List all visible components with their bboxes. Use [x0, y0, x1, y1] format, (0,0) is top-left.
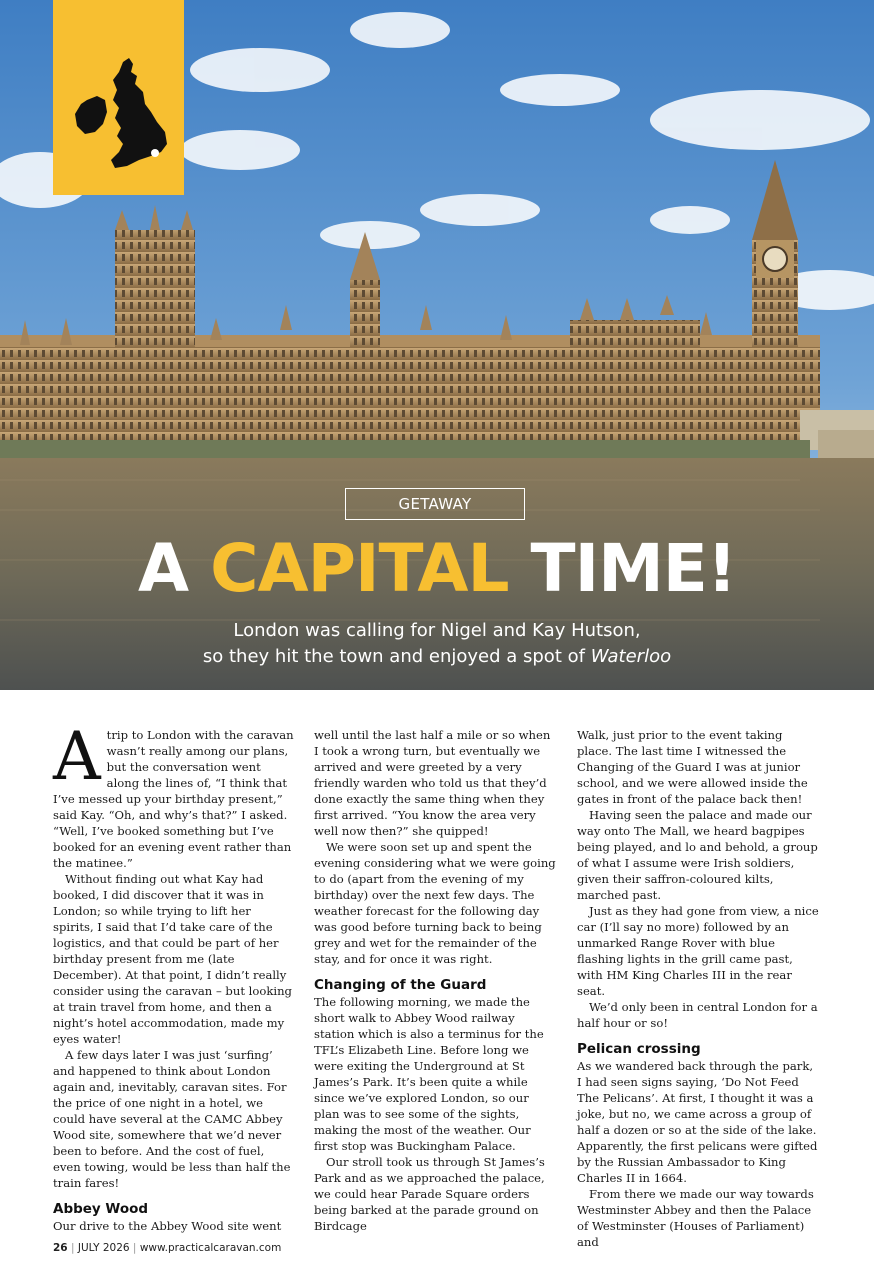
standfirst: [0, 618, 874, 670]
page-footer: [53, 1242, 281, 1254]
standfirst-line-2: [0, 644, 874, 670]
body-paragraph: [314, 839, 556, 967]
uk-map-icon: [53, 0, 184, 195]
paragraph-text: We were soon set up and spent the evening considering what we were going to do (apart from the evening of my birthday) over the next few days. The weather forecast for the following day was good before turning back to being grey and wet for the remainder of the stay, and for once it was right.: [314, 840, 556, 966]
headline: [0, 524, 874, 614]
article-column-1: [53, 718, 295, 1234]
standfirst-line-2-text: so they hit the town and enjoyed a spot of: [202, 646, 585, 667]
paragraph-text: Our drive to the Abbey Wood site went: [53, 1219, 282, 1233]
body-paragraph: [314, 994, 556, 1154]
body-paragraph: [314, 727, 556, 839]
website-link[interactable]: www.practicalcaravan.com: [139, 1242, 282, 1254]
article-column-2: [314, 727, 556, 1234]
paragraph-text: Having seen the palace and made our way onto The Mall, we heard bagpipes being played, and lo and behold, a group of what I assume were Irish soldiers, given their saffron-coloured kilts, marched past.: [577, 808, 818, 902]
body-paragraph: [577, 727, 819, 807]
article-column-3: [577, 727, 819, 1250]
footer-separator: |: [132, 1242, 137, 1254]
paragraph-text: We’d only been in central London for a half hour or so!: [577, 1000, 818, 1030]
issue-date: JULY 2026: [77, 1242, 130, 1254]
paragraph-text: A few days later I was just ‘surfing’ and happened to think about London again and, inevitably, caravan sites. For the price of one night in a hotel, we could have several at the CAMC Abbey Wood site, somewhere that we’d never been to before. And the cost of fuel, even towing, would be less than half the train fares!: [53, 1048, 291, 1190]
body-paragraph: [577, 1058, 819, 1186]
paragraph-text: Just as they had gone from view, a nice car (I’ll say no more) followed by an unmarked Range Rover with blue flashing lights in the grill came past, with HM King Charles III in the rear seat.: [577, 904, 819, 998]
page-number: 26: [53, 1242, 68, 1254]
body-paragraph: [577, 1186, 819, 1250]
paragraph-text: trip to London with the caravan wasn’t really among our plans, but the conversation went along the lines of, “I think that I’ve messed up your birthday present,” said Kay. “Oh, and why’s that?” I asked. “Well, I’ve booked something but I’ve booked for an evening event rather than the matinee.”: [53, 728, 294, 870]
paragraph-text: The following morning, we made the short walk to Abbey Wood railway station which is also a terminus for the TFL’s Elizabeth Line. Before long we were exiting the Underground at St James’s Park. It’s been quite a while since we’ve explored London, so our plan was to see some of the sights, making the most of the weather. Our first stop was Buckingham Palace.: [314, 995, 544, 1153]
paragraph-text: From there we made our way towards Westminster Abbey and then the Palace of Westminster (Houses of Parliament) and: [577, 1187, 814, 1249]
headline-part-a: A: [138, 530, 189, 607]
paragraph-text: Without finding out what Kay had booked, I did discover that it was in London; so while trying to lift her spirits, I said that I’d take care of the logistics, and that could be part of her birthday present from me (late December). At that point, I didn’t really consider using the caravan – but looking at train travel from home, and then a night’s hotel accommodation, made my eyes water!: [53, 872, 292, 1046]
standfirst-italic: Waterloo: [590, 646, 672, 667]
paragraph-text: well until the last half a mile or so when I took a wrong turn, but eventually we arrived and were greeted by a very friendly warden who told us that they’d done exactly the same thing when they first arrived. “You know the area very well now then?” she quipped!: [314, 728, 551, 838]
headline-accent: CAPITAL: [210, 530, 509, 607]
headline-part-b: TIME!: [530, 530, 736, 607]
body-paragraph: [314, 1154, 556, 1234]
footer-separator: |: [70, 1242, 75, 1254]
section-kicker: GETAWAY: [345, 488, 525, 520]
body-paragraph: [577, 807, 819, 903]
body-paragraph: [577, 903, 819, 999]
body-paragraph: [53, 871, 295, 1047]
body-paragraph: [53, 1218, 295, 1234]
paragraph-text: Our stroll took us through St James’s Park and as we approached the palace, we could hear Parade Square orders being barked at the parade ground on Birdcage: [314, 1155, 545, 1233]
subheading: Pelican crossing: [577, 1041, 701, 1057]
subheading: Abbey Wood: [53, 1201, 149, 1217]
body-paragraph: [577, 999, 819, 1031]
subheading: Changing of the Guard: [314, 977, 487, 993]
standfirst-line-1: London was calling for Nigel and Kay Hutson,: [233, 620, 641, 641]
drop-cap: A: [53, 718, 101, 795]
paragraph-text: As we wandered back through the park, I had seen signs saying, ‘Do Not Feed The Pelicans’. At first, I thought it was a joke, but no, we came across a group of half a dozen or so at the side of the lake. Apparently, the first pelicans were gifted by the Russian Ambassador to King Charles II in 1664.: [577, 1059, 818, 1185]
body-paragraph: [53, 1047, 295, 1191]
body-paragraph: [53, 718, 295, 871]
paragraph-text: Walk, just prior to the event taking place. The last time I witnessed the Changing of the Guard I was at junior school, and we were allowed inside the gates in front of the palace back then!: [577, 728, 808, 806]
locator-map-box: [53, 0, 184, 195]
